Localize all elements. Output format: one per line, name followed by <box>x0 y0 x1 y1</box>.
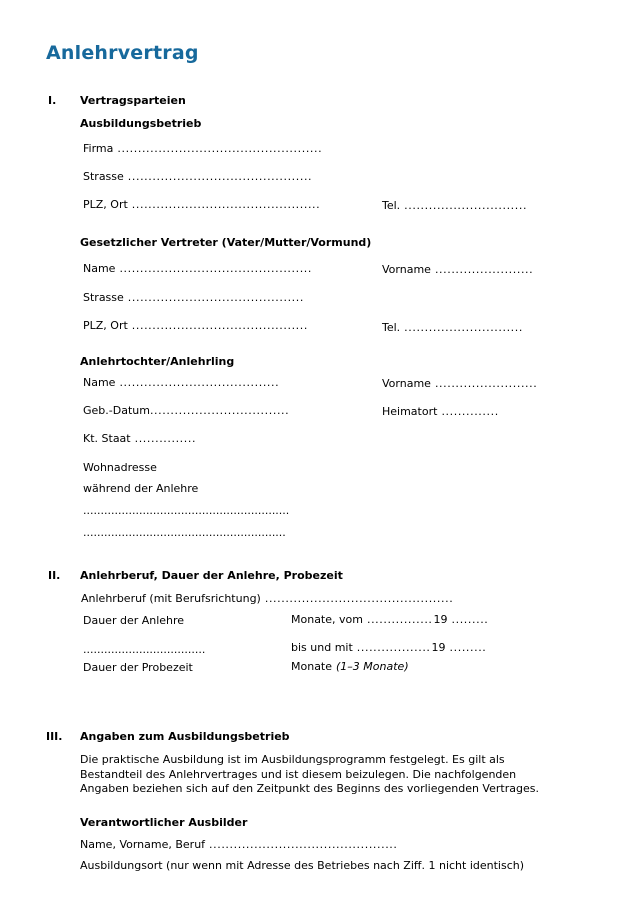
field-vertreter-tel <box>382 321 523 335</box>
field-bis-und-mit-line2: ......... <box>449 641 487 654</box>
field-probezeit-monate-label: Monate <box>291 660 333 673</box>
field-vertreter-plz-ort-label: PLZ, Ort <box>83 319 128 332</box>
field-vertreter-strasse-line: ........................................... <box>127 291 304 304</box>
wohnadresse-label: Wohnadresse <box>83 461 157 474</box>
field-monate-vom-year: 19 <box>433 613 448 626</box>
field-monate-vom-label: Monate, vom <box>291 613 363 626</box>
field-monate-vom-line2: ......... <box>451 613 489 626</box>
section-1-heading: Vertragsparteien <box>80 94 186 107</box>
field-betrieb-tel-line: .............................. <box>404 199 528 212</box>
dauer-probezeit-label: Dauer der Probezeit <box>83 661 193 674</box>
field-bis-und-mit-line1: .................. <box>356 641 431 654</box>
field-anlehrling-kt-staat <box>83 432 196 446</box>
wohnadresse-line-2: .......................................................... <box>83 526 286 539</box>
field-anlehrling-geb-datum-line: .................................. <box>149 404 290 417</box>
field-anlehrling-heimatort-line: .............. <box>441 405 499 418</box>
field-betrieb-strasse <box>83 170 312 184</box>
field-anlehrberuf-label: Anlehrberuf (mit Berufsrichtung) <box>81 592 261 605</box>
field-betrieb-tel-label: Tel. <box>382 199 401 212</box>
section-3-number: III. <box>46 730 63 743</box>
field-anlehrberuf-line: .............................................. <box>264 592 454 605</box>
field-vertreter-strasse-label: Strasse <box>83 291 124 304</box>
field-anlehrling-heimatort-label: Heimatort <box>382 405 438 418</box>
field-vertreter-name-label: Name <box>83 262 116 275</box>
field-vertreter-name-line: ............................................... <box>119 262 312 275</box>
field-vertreter-plz-ort <box>83 319 308 333</box>
field-anlehrling-geb-datum <box>83 404 289 418</box>
dauer-anlehre-line: ................................... <box>83 643 206 656</box>
field-vertreter-tel-line: ............................. <box>404 321 523 334</box>
field-betrieb-plz-ort <box>83 198 320 212</box>
field-anlehrling-name-line: ....................................... <box>119 376 280 389</box>
field-bis-und-mit <box>291 641 486 655</box>
section-3-paragraph-line-1: Die praktische Ausbildung ist im Ausbildungsprogramm festgelegt. Es gilt als <box>80 753 505 766</box>
field-vertreter-strasse <box>83 291 304 305</box>
field-anlehrling-name-label: Name <box>83 376 116 389</box>
field-betrieb-plz-ort-label: PLZ, Ort <box>83 198 128 211</box>
field-anlehrling-vorname-line: ......................... <box>434 377 538 390</box>
field-name-vorname-beruf <box>80 838 398 852</box>
vertreter-heading: Gesetzlicher Vertreter (Vater/Mutter/Vormund) <box>80 236 372 249</box>
wohnadresse-line-1: ........................................................... <box>83 504 290 517</box>
anlehrling-heading: Anlehrtochter/Anlehrling <box>80 355 235 368</box>
field-betrieb-firma-label: Firma <box>83 142 114 155</box>
field-betrieb-firma-line: .................................................. <box>117 142 323 155</box>
field-monate-vom-line1: ................ <box>366 613 433 626</box>
betrieb-heading: Ausbildungsbetrieb <box>80 117 202 130</box>
field-bis-und-mit-label: bis und mit <box>291 641 353 654</box>
field-anlehrling-heimatort <box>382 405 499 419</box>
field-vertreter-vorname <box>382 263 533 277</box>
field-betrieb-plz-ort-line: .............................................. <box>131 198 321 211</box>
field-anlehrling-kt-staat-label: Kt. Staat <box>83 432 131 445</box>
field-vertreter-tel-label: Tel. <box>382 321 401 334</box>
section-3-paragraph-line-3: Angaben beziehen sich auf den Zeitpunkt des Beginns des vorliegenden Vertrages. <box>80 782 539 795</box>
field-anlehrling-kt-staat-line: ............... <box>134 432 197 445</box>
field-probezeit-monate-note: (1–3 Monate) <box>336 660 409 673</box>
field-bis-und-mit-year: 19 <box>431 641 446 654</box>
section-2-heading: Anlehrberuf, Dauer der Anlehre, Probezeit <box>80 569 343 582</box>
section-2-number: II. <box>48 569 61 582</box>
field-monate-vom <box>291 613 488 627</box>
page-title: Anlehrvertrag <box>46 42 199 64</box>
field-name-vorname-beruf-line: .............................................. <box>209 838 398 851</box>
section-3-paragraph-line-2: Bestandteil des Anlehrvertrages und ist diesem beizulegen. Die nachfolgenden <box>80 768 517 781</box>
field-betrieb-tel <box>382 199 527 213</box>
ausbildungsort-label: Ausbildungsort (nur wenn mit Adresse des Betriebes nach Ziff. 1 nicht identisch) <box>80 859 525 872</box>
field-probezeit-monate <box>291 660 409 674</box>
field-vertreter-plz-ort-line: ........................................... <box>131 319 308 332</box>
field-betrieb-firma <box>83 142 322 156</box>
field-anlehrberuf <box>81 592 453 606</box>
field-anlehrling-geb-datum-label: Geb.-Datum <box>83 404 150 417</box>
field-anlehrling-name <box>83 376 279 390</box>
field-betrieb-strasse-label: Strasse <box>83 170 124 183</box>
dauer-anlehre-label: Dauer der Anlehre <box>83 614 185 627</box>
section-3-heading: Angaben zum Ausbildungsbetrieb <box>80 730 290 743</box>
waehrend-anlehre-label: während der Anlehre <box>83 482 199 495</box>
field-anlehrling-vorname-label: Vorname <box>382 377 431 390</box>
field-anlehrling-vorname <box>382 377 537 391</box>
ausbilder-heading: Verantwortlicher Ausbilder <box>80 816 248 829</box>
section-1-number: I. <box>48 94 57 107</box>
field-vertreter-vorname-label: Vorname <box>382 263 431 276</box>
field-betrieb-strasse-line: ............................................. <box>127 170 313 183</box>
field-vertreter-vorname-line: ........................ <box>434 263 534 276</box>
field-vertreter-name <box>83 262 312 276</box>
field-name-vorname-beruf-label: Name, Vorname, Beruf <box>80 838 206 851</box>
